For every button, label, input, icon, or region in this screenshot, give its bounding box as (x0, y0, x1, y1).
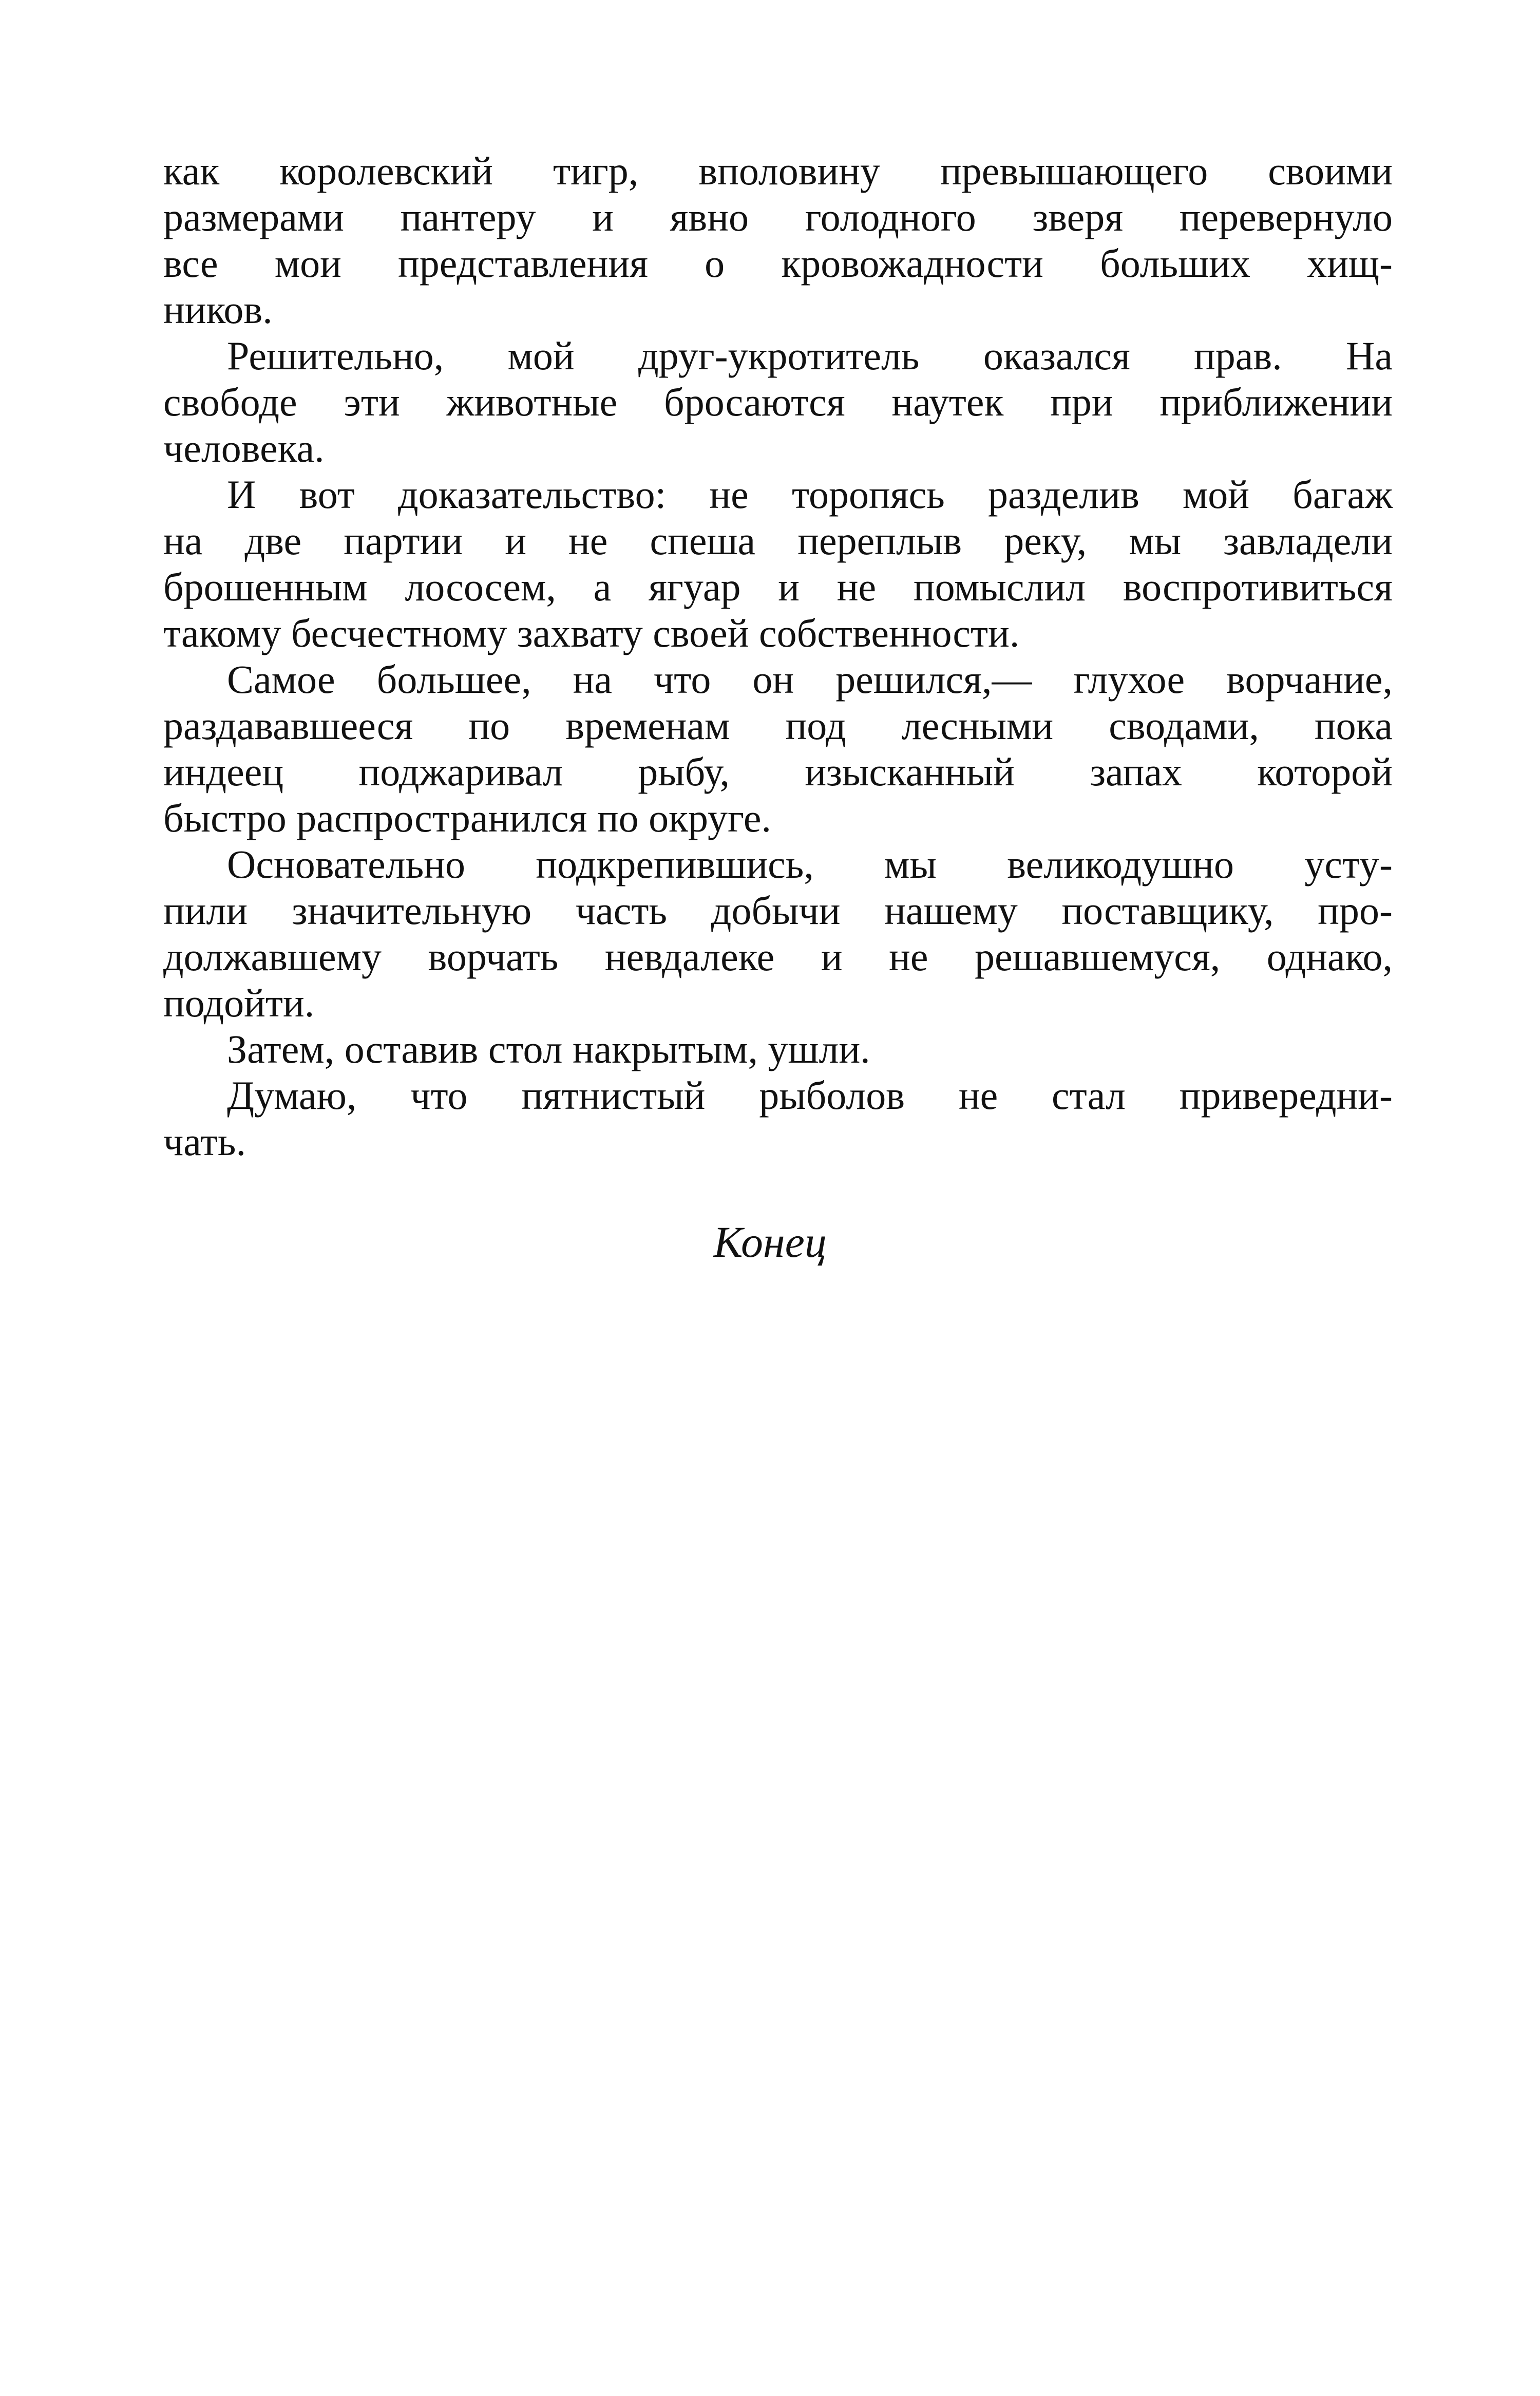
text-line: брошенным лососем, а ягуар и не помыслил воспротивиться (163, 564, 1393, 609)
text-line: Затем, оставив стол накрытым, ушли. (227, 1027, 870, 1071)
text-line: пили значительную часть добычи нашему поставщику, про- (163, 888, 1393, 933)
text-line: Основательно подкрепившись, мы великодушно усту- (227, 842, 1393, 886)
text-line: чать. (163, 1119, 246, 1164)
text-line: индеец поджаривал рыбу, изысканный запах которой (163, 749, 1393, 794)
text-line: раздававшееся по временам под лесными сводами, пока (163, 703, 1393, 748)
text-line: свободе эти животные бросаются наутек при приближении (163, 380, 1393, 424)
text-line: быстро распространился по округе. (163, 796, 772, 840)
text-line: как королевский тигр, вполовину превышающего своими (163, 148, 1393, 193)
text-line: Решительно, мой друг-укротитель оказался прав. На (227, 333, 1393, 378)
paragraph-1 (163, 148, 1393, 333)
paragraph-7 (163, 1072, 1393, 1165)
text-line: должавшему ворчать невдалеке и не решавшемуся, однако, (163, 934, 1393, 979)
text-line: на две партии и не спеша переплыв реку, мы завладели (163, 518, 1393, 563)
text-line: размерами пантеру и явно голодного зверя перевернуло (163, 195, 1393, 239)
ending-title: Конец (713, 1217, 827, 1267)
text-line: ников. (163, 287, 273, 332)
text-line: такому бесчестному захвату своей собственности. (163, 611, 1020, 655)
text-line: И вот доказательство: не торопясь разделив мой багаж (227, 472, 1393, 517)
text-line: все мои представления о кровожадности больших хищ- (163, 241, 1393, 286)
text-line: Самое большее, на что он решился,— глухое ворчание, (227, 657, 1393, 702)
text-line: человека. (163, 426, 325, 470)
paragraph-5 (163, 841, 1393, 1026)
paragraph-3 (163, 471, 1393, 656)
paragraph-6 (163, 1026, 1393, 1072)
body-text (163, 148, 1393, 1165)
paragraph-2 (163, 333, 1393, 471)
paragraph-4 (163, 656, 1393, 841)
text-line: Думаю, что пятнистый рыболов не стал привередни- (227, 1073, 1393, 1118)
text-line: подойти. (163, 980, 315, 1025)
